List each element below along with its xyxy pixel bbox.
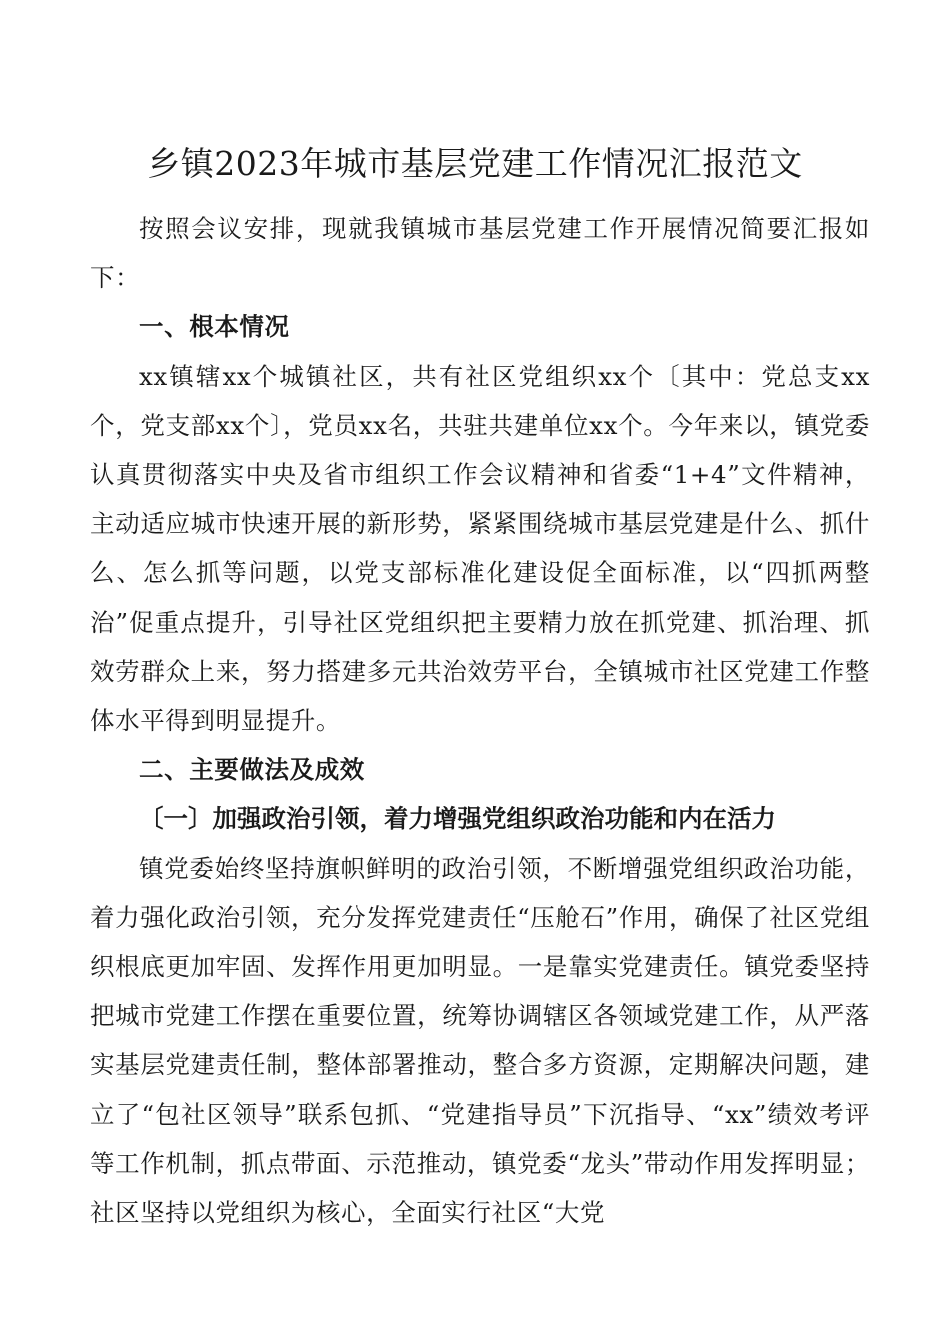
intro-paragraph: 按照会议安排，现就我镇城市基层党建工作开展情况简要汇报如下： (90, 214, 870, 293)
political-guidance-paragraph: 镇党委始终坚持旗帜鲜明的政治引领，不断增强党组织政治功能，着力强化政治引领，充分发挥党建责任“压舱石”作用，确保了社区党组织根底更加牢固、发挥作用更加明显。一是靠实党建责任。镇党委坚持把城市党建工作摆在重要位置，统筹协调辖区各领域党建工作，从严落实基层党建责任制，整体部署推动，整合多方资源，定期解决问题，建立了“包社区领导”联系包抓、“党建指导员”下沉指导、“xx”绩效考评等工作机制，抓点带面、示范推动，镇党委“龙头”带动作用发挥明显；社区坚持以党组织为核心，全面实行社区“大党 (90, 853, 870, 1228)
subsection-heading-political-guidance: 〔一〕加强政治引领，着力增强党组织政治功能和内在活力 (139, 804, 776, 834)
basic-situation-paragraph: xx镇辖xx个城镇社区，共有社区党组织xx个〔其中：党总支xx个，党支部xx个〕，党员xx名，共驻共建单位xx个。今年来以，镇党委认真贯彻落实中央及省市组织工作会议精神和省委“1+4”文件精神，主动适应城市快速开展的新形势，紧紧围绕城市基层党建是什么、抓什么、怎么抓等问题，以党支部标准化建设促全面标准，以“四抓两整治”促重点提升，引导社区党组织把主要精力放在抓党建、抓治理、抓效劳群众上来，努力搭建多元共治效劳平台，全镇城市社区党建工作整体水平得到明显提升。 (90, 361, 870, 736)
section-heading-main-practices: 二、主要做法及成效 (139, 755, 365, 785)
document-body (90, 204, 870, 1237)
section-heading-basic-situation: 一、根本情况 (139, 312, 290, 342)
document-title: 乡镇2023年城市基层党建工作情况汇报范文 (147, 144, 803, 183)
